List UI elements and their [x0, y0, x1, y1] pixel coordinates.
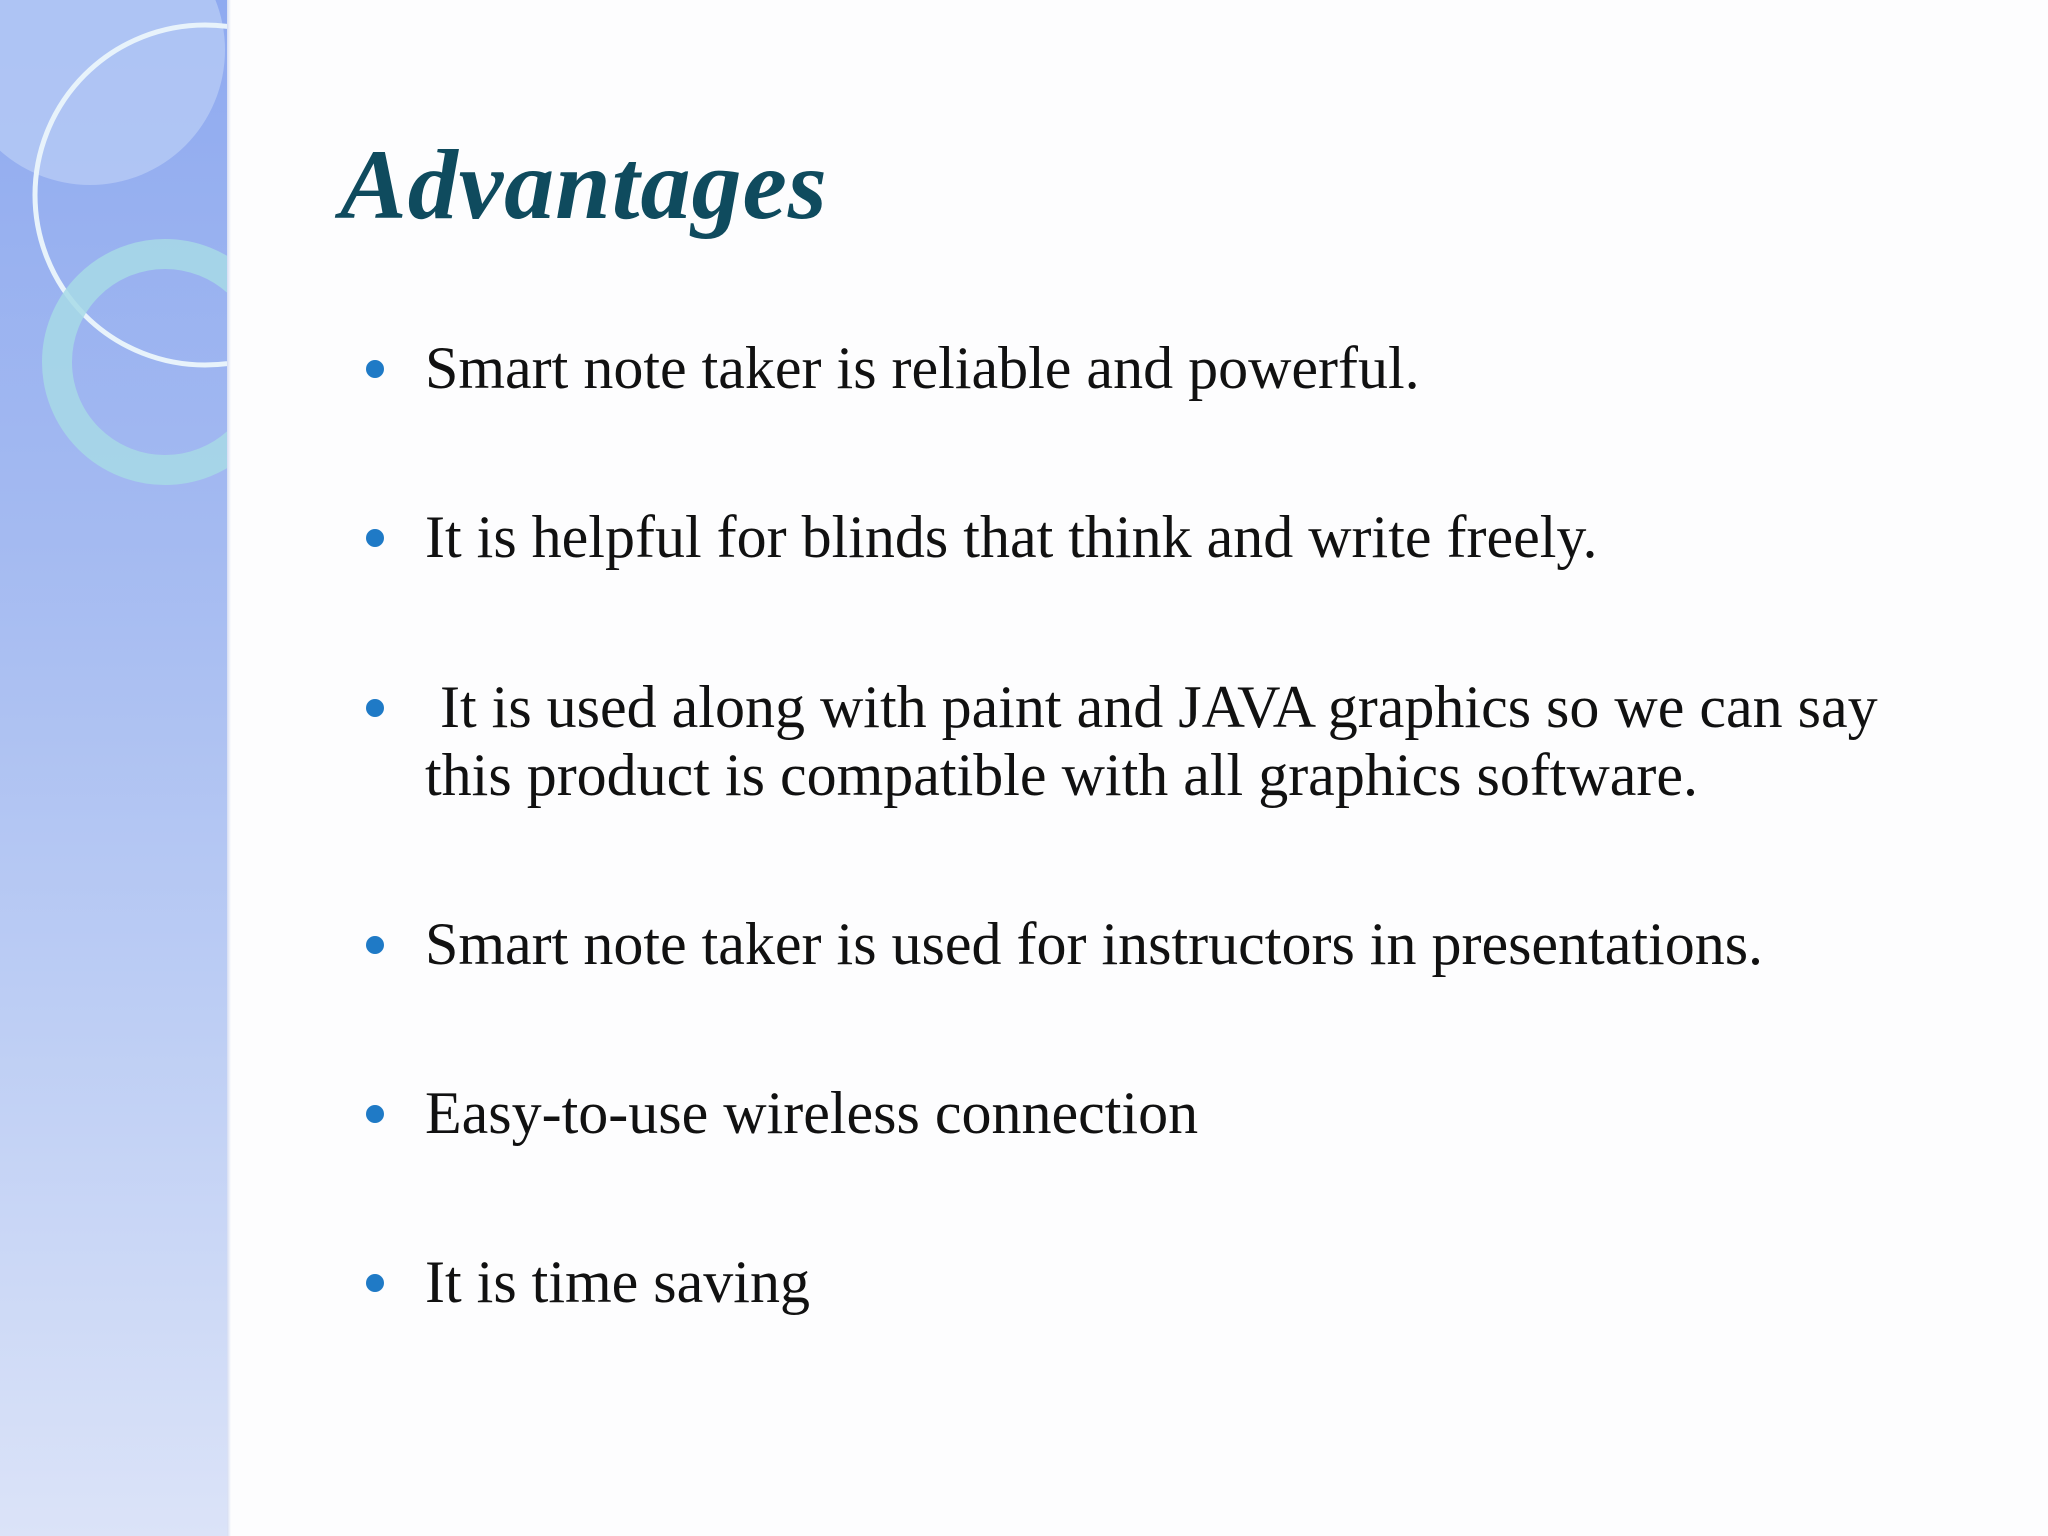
bullet-item — [425, 1248, 1985, 1316]
bullet-item — [425, 334, 1985, 402]
bullet-text-line-1: It is used along with paint and JAVA graphics so we can say — [425, 674, 1878, 740]
bullet-dot-icon — [366, 529, 384, 547]
bullet-dot-icon — [366, 1105, 384, 1123]
bullet-text-line-2: this product is compatible with all graphics software. — [425, 742, 1699, 808]
bullet-text: Smart note taker is reliable and powerful. — [425, 335, 1420, 401]
bullet-text: Smart note taker is used for instructors in presentations. — [425, 911, 1764, 977]
bullet-item — [425, 1079, 1985, 1147]
bullet-dot-icon — [366, 1274, 384, 1292]
slide-title: Advantages — [340, 129, 828, 240]
bullet-text: It is time saving — [425, 1249, 810, 1315]
bullet-item — [425, 673, 1985, 809]
bullet-text: Easy-to-use wireless connection — [425, 1080, 1199, 1146]
bullet-text: It is helpful for blinds that think and write freely. — [425, 504, 1598, 570]
side-band-edge — [227, 0, 231, 1536]
decorative-circles — [0, 0, 227, 520]
bullet-item — [425, 503, 1985, 571]
bullet-dot-icon — [366, 360, 384, 378]
bullet-item — [425, 910, 1985, 978]
bullet-dot-icon — [366, 699, 384, 717]
deco-ring-thick — [57, 254, 227, 470]
side-decoration-band — [0, 0, 227, 1536]
bullet-dot-icon — [366, 936, 384, 954]
